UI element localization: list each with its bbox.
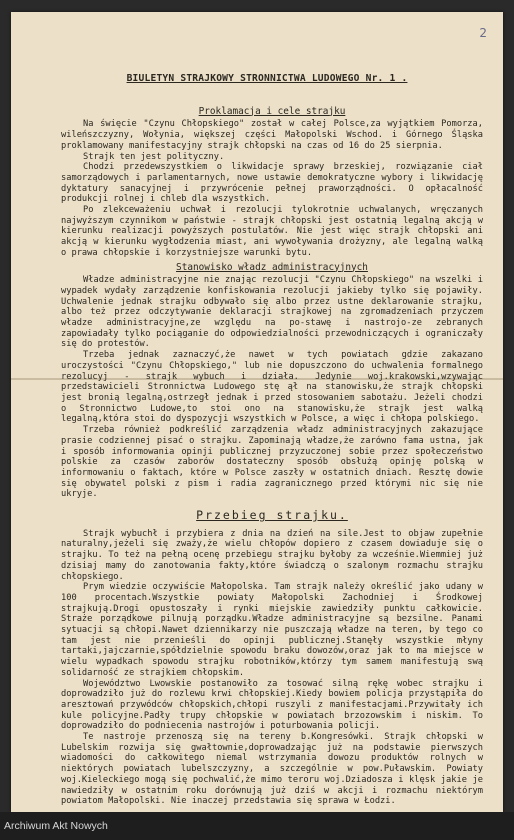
paragraph: Na święcie "Czynu Chłopskiego" został w całej Polsce,za wyjątkiem Pomorza, wileńszczyzny, Wołynia, większej części Małopolski Wschod. i Górnego Śląska proklamowany manifestacyjny strajk chłopski na czas od 16 do 25 sierpnia. (61, 119, 483, 151)
section-heading-strike-progress: Przebieg strajku. (196, 508, 348, 523)
paragraph: Władze administracyjne nie znając rezolucji "Czynu Chłopskiego" na wszelki i wypadek wydały zarządzenie konfiskowania rezolucji jakieby tylko się pojawiły. Uchwalenie jednak strajku odbywało się albo przez ustne deklarowanie strajku, albo też przez odczytywanie deklaracji strajkowej na zgromadzeniach przyczem władze administracyjne,ze względu na po-stawę i nastrojo-ze zebranych zapowiadały tylko pociąganie do odpowiedzialności przewodniczących i ograniczały się do protestów. (61, 275, 483, 350)
bulletin-title: BIULETYN STRAJKOWY STRONNICTWA LUDOWEGO Nr. 1 . (126, 73, 408, 84)
paragraph: Województwo Lwowskie postanowiło za tosować silną rękę wobec strajku i doprowadziło już do rozlewu krwi chłopskiej.Kiedy bowiem policja przystąpiła do aresztowań przywódców chłopskich,chłopi ruszyli z manifestacjami.Przywitały ich kule policyjne.Padły trupy chłopskie w powiatach brzozowskim i niskim. To doprowadziło do podniecenia nastrojów i poturbowania policji. (61, 678, 483, 732)
paragraph: Strajk wybuchł i przybiera z dnia na dzień na sile.Jest to objaw zupełnie naturalny,jeżeli się zważy,że wielu chłopów dopiero z czasem dowiaduje się o strajku. To też na pełną ocenę przebiegu strajku byłoby za wcześnie.Wiemmiej już dzisiaj mamy do zanotowania fakty,które świadczą o szalonym rozmachu strajku chłopskiego. (61, 528, 483, 582)
document-sheet (11, 12, 503, 812)
paragraph: Te nastroje przenoszą się na tereny b.Kongresówki. Strajk chłopski w Lubelskim rozwija się gwałtownie,doprowadzając już na podstawie pierwszych wiadomości do całkowitego niemal wstrzymania dowozu produktów rolnych w niektórych powiatach lubelszczyzny, a szczególnie w pow.Puławskim. Powiaty woj.Kieleckiego mogą się pochwalić,że mimo teroru woj.Dziadosza i klęsk jakie je nawiedziły w ostatnim roku dorównują już dziś w akcji i rozmachu niektórym powiatom Małopolski. Nie inaczej przedstawia się sprawa w Łodzi. (61, 732, 483, 807)
page-number: 2 (479, 26, 487, 40)
paragraph: Po zlekceważeniu uchwał i rezolucji tylokrotnie uchwalanych, wręczanych najwyższym czynnikom w państwie - strajk chłopski jest ostatnią legalną akcją w kierunku realizacji powyższych postulatów. Nie jest więc strajk chłopski ani akcją w kierunku wygłodzenia miast, ani wywoływania drożyzny, ale legalną walką o prawa chłopskie i korzystniejsze warunki bytu. (61, 205, 483, 258)
paragraph: Trzeba również podkreślić zarządzenia władz administracyjnych zakazujące prasie codziennej pisać o strajku. Zapominają władze,że zarówno fama ustna, jak i sposób informowania opinji publicznej przyzuczonej sobie przez społeczeństwo polskie za czasów zaborów dostateczny sposób obsłużą opinję polską w informowaniu o faktach, które w Polsce zaszły w ostatnich dniach. Resztę dowie się obywatel polski z pism i radia zagranicznego przed którymi nic się nie ukryje. (61, 425, 483, 500)
archive-footer: Archiwum Akt Nowych (0, 812, 514, 840)
section-heading-authorities: Stanowisko władz administracyjnych (176, 261, 368, 273)
paragraph: Prym wiedzie oczywiście Małopolska. Tam strajk należy określić jako udany w 100 procentach.Wszystkie powiaty Małopolski Zachodniej i Środkowej strajkują.Drogi opustoszały i rynki miejskie zawiedziły punktu całkowicie. Straże porządkowe pilnują porządku.Władze administracyjne są bezsilne. Panami sytuacji są chłopi.Nawet dziennikarzy nie puszczają władze na teren, by tego co tam jest nie przenieśli do opinji publicznej.Stanęły wszystkie młyny tartaki,jajczarnie,spółdzielnie spowodu braku dowozów,oraz jak to ma miejsce w wielu wypadkach spowodu strajku robotników,którzy tym samem manifestują swą solidarność ze strajkiem chłopskim. (61, 582, 483, 678)
section-heading-proclamation: Proklamacja i cele strajku (198, 105, 346, 117)
paragraph: Strajk ten jest polityczny. (83, 151, 225, 162)
paragraph: Chodzi przedewszystkiem o likwidacje sprawy brzeskiej, rozwiązanie ciał samorządowych i parlamentarnych, nowe ustawie demokratyczne wybory i likwidację dyktatury sanacyjnej i przywrócenie pełnej praworządności. O opłacalność produkcji rolnej i chleb dla wszystkich. (61, 162, 483, 205)
document-body (61, 74, 483, 807)
paragraph: Trzeba jednak zaznaczyć,że nawet w tych powiatach gdzie zakazano uroczystości "Czynu Chłopskiego," lub nie dopuszczono do uchwalenia formalnego rezolucyj - strajk wybuch i działa. Jedynie woj.krakowski,wzywając przedstawicieli Stronnictwa Ludowego stę ął na stanowisku,że strajk chłopski jest bronią legalną,ostrzegł jednak i przed stosowaniem sabotażu. Jeżeli chodzi o Stronnictwo Ludowe,to stoi ono na stanowisku,że strajk jest walką legalną,która stoi do dyspozycji wszystkich w Polsce, a więc i chłopa polskiego. (61, 350, 483, 425)
